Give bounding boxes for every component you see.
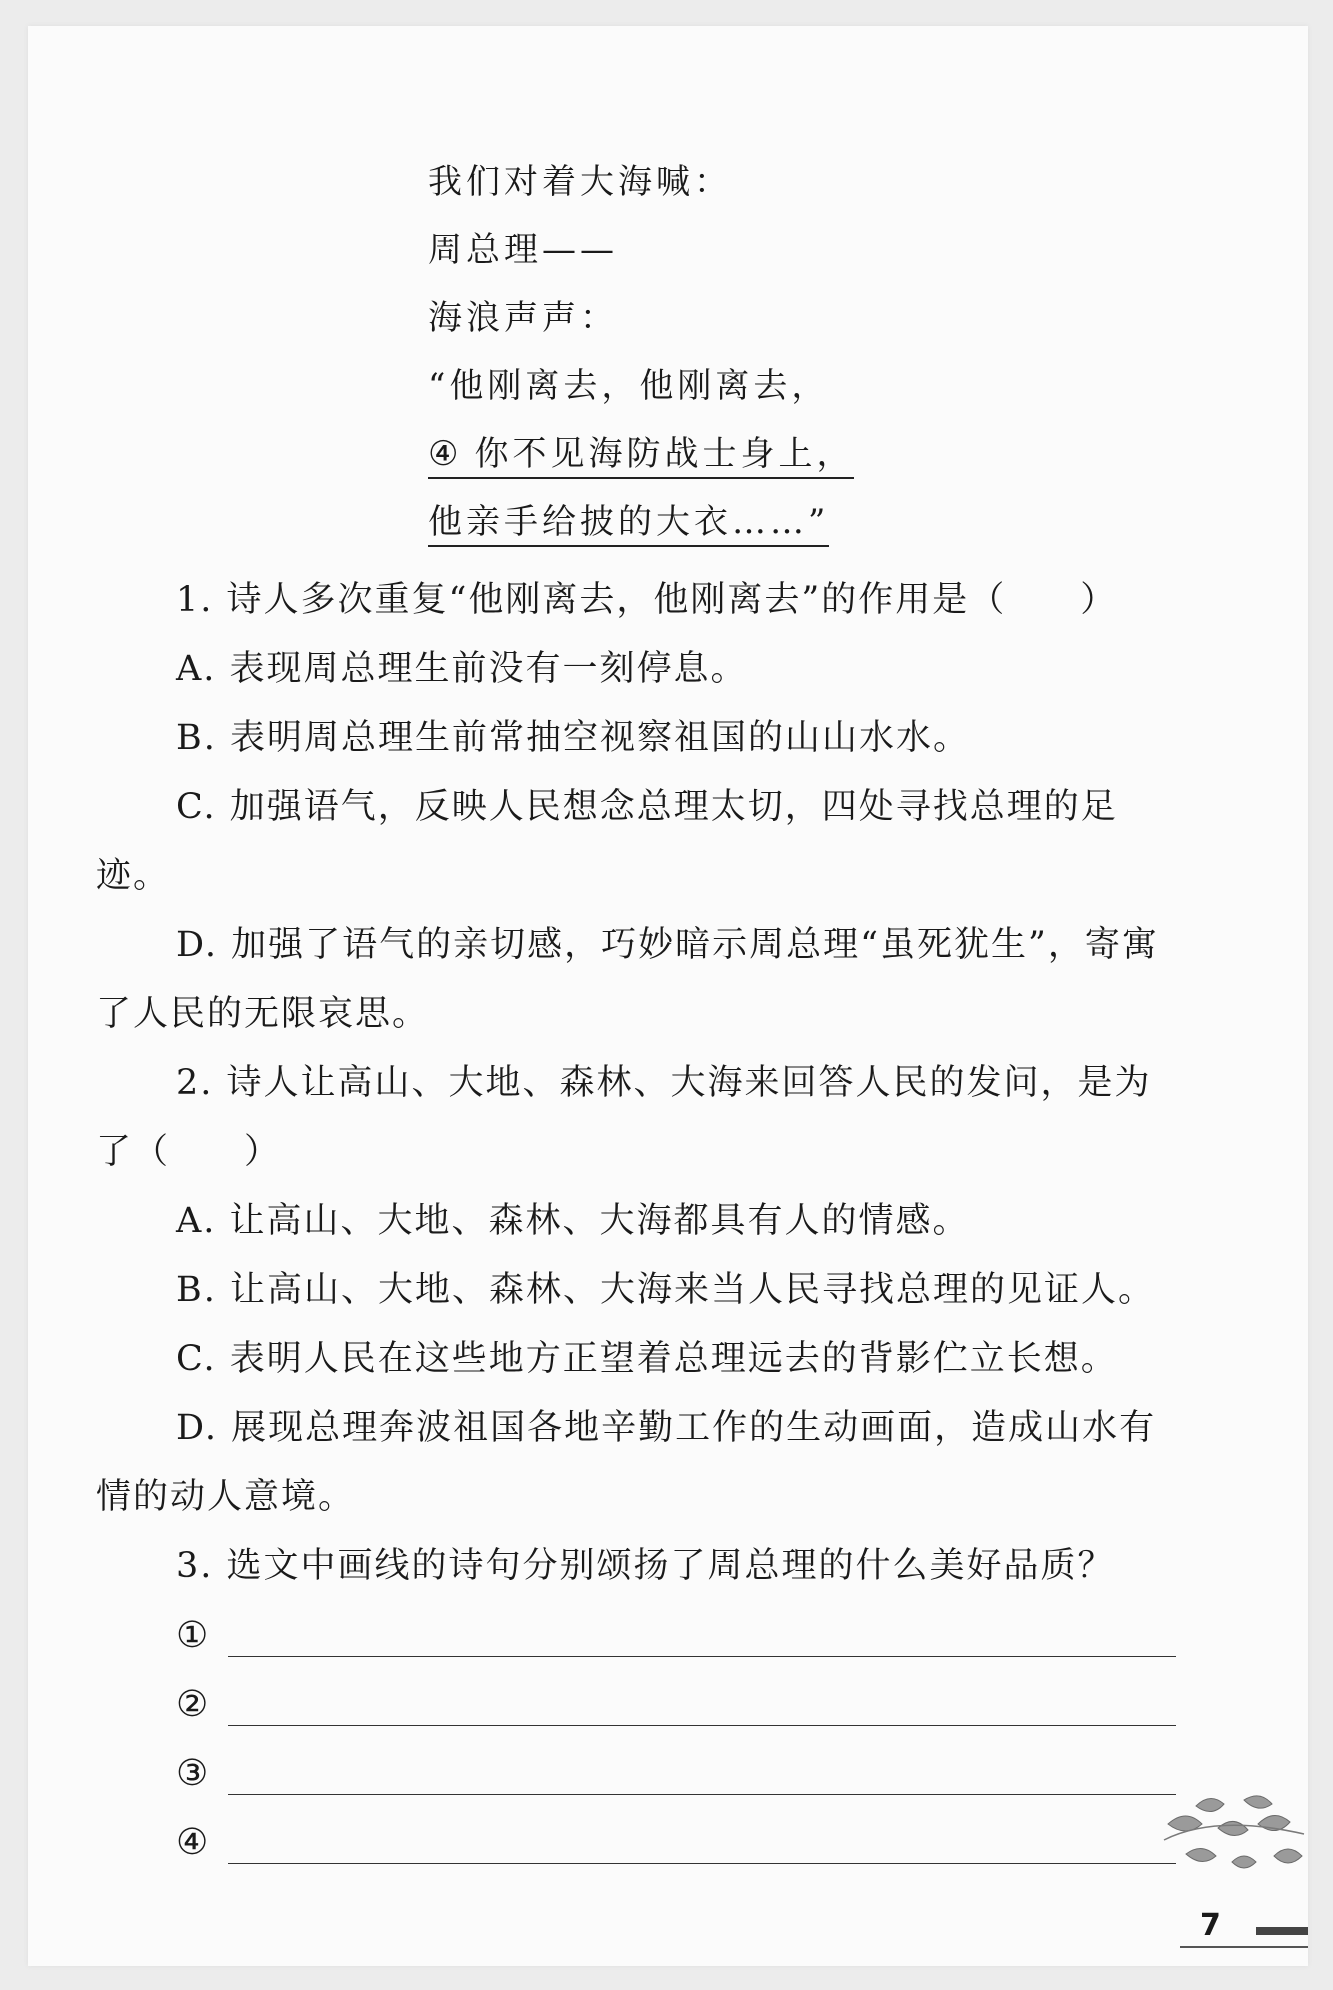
- answer-row: [96, 1670, 1184, 1739]
- poem-line: 周总理——: [428, 230, 618, 270]
- answer-row: [96, 1601, 1184, 1670]
- answer-number: ②: [176, 1684, 209, 1725]
- underline-marker: ④: [428, 434, 463, 474]
- question-2-stem: 2. 诗人让高山、大地、森林、大海来回答人民的发问，是为了（ ）: [96, 1063, 1152, 1172]
- answer-row: [96, 1808, 1184, 1877]
- question-2-option-a: A. 让高山、大地、森林、大海都具有人的情感。: [176, 1201, 970, 1241]
- leaf-decoration-icon: [1156, 1784, 1308, 1904]
- question-2-option-b: B. 让高山、大地、森林、大海来当人民寻找总理的见证人。: [176, 1270, 1155, 1310]
- question-3-stem: 3. 选文中画线的诗句分别颂扬了周总理的什么美好品质？: [176, 1546, 1115, 1586]
- question-1-option-b: B. 表明周总理生前常抽空视察祖国的山山水水。: [176, 718, 970, 758]
- questions-section: [96, 566, 1184, 1877]
- answer-blank[interactable]: [228, 1725, 1176, 1726]
- answer-number: ①: [176, 1615, 209, 1656]
- question-1-stem: 1. 诗人多次重复“他刚离去，他刚离去”的作用是（ ）: [176, 580, 1118, 620]
- answer-blank[interactable]: [228, 1794, 1176, 1795]
- question-1-option-a: A. 表现周总理生前没有一刻停息。: [176, 649, 748, 689]
- question-1-option-d: D. 加强了语气的亲切感，巧妙暗示周总理“虽死犹生”，寄寓了人民的无限哀思。: [96, 925, 1159, 1034]
- underlined-text: 你不见海防战士身上，: [474, 434, 855, 474]
- answer-blank[interactable]: [228, 1863, 1176, 1864]
- poem-line: 海浪声声：: [428, 298, 618, 338]
- poem-excerpt: [428, 148, 854, 556]
- poem-line: “他刚离去，他刚离去，: [428, 366, 830, 406]
- footer-rule: [1180, 1946, 1308, 1948]
- poem-underlined-line: [428, 420, 854, 488]
- poem-line: 我们对着大海喊：: [428, 162, 732, 202]
- question-2-option-d: D. 展现总理奔波祖国各地辛勤工作的生动画面，造成山水有情的动人意境。: [96, 1408, 1157, 1517]
- poem-underlined-line: [428, 488, 854, 556]
- answer-blank[interactable]: [228, 1656, 1176, 1657]
- underlined-text: 他亲手给披的大衣……”: [428, 502, 829, 547]
- answer-number: ③: [176, 1753, 209, 1794]
- footer-bar: [1256, 1927, 1308, 1935]
- page-number: 7: [1200, 1908, 1221, 1943]
- answer-number: ④: [176, 1822, 209, 1863]
- answer-row: [96, 1739, 1184, 1808]
- question-2-option-c: C. 表明人民在这些地方正望着总理远去的背影伫立长想。: [176, 1339, 1118, 1379]
- question-1-option-c: C. 加强语气，反映人民想念总理太切，四处寻找总理的足迹。: [96, 787, 1118, 896]
